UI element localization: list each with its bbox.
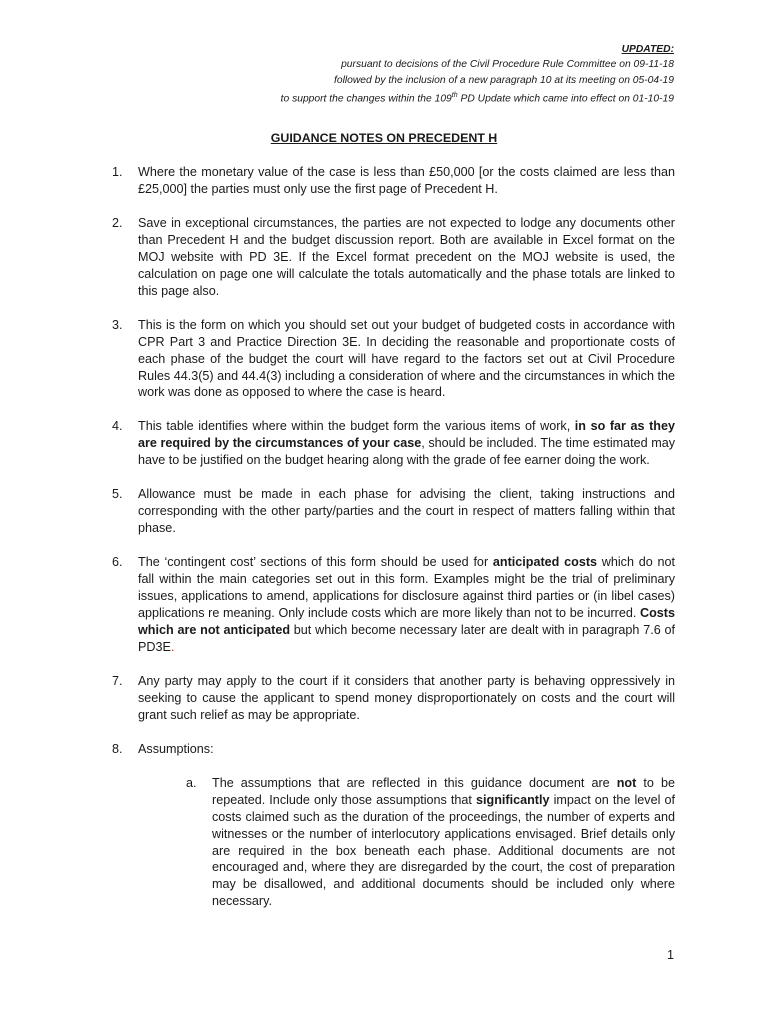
- update-line-1: pursuant to decisions of the Civil Procedure Rule Committee on 09-11-18: [341, 59, 674, 71]
- document-title: GUIDANCE NOTES ON PRECEDENT H: [270, 131, 498, 145]
- sub-item-text: to be repeated. Include only those assumptions that: [212, 775, 675, 807]
- list-item: [112, 418, 675, 469]
- update-line-3-pre: to support the changes within the 109: [280, 93, 452, 105]
- sub-list-item: [186, 775, 675, 911]
- update-line-3-sup: th: [451, 92, 458, 100]
- item-text: which do not fall within the main categories set out in this form. Examples might be the trial of preliminary issues, applications to amend, applications for disclosure against third parties or (in libel cases) applications re meaning. Only include costs which are more likely than not to be incurred.: [138, 555, 675, 621]
- list-item: [112, 317, 675, 402]
- item-text: This is the form on which you should set out your budget of budgeted costs in accordance with CPR Part 3 and Practice Direction 3E. In deciding the reasonable and proportionate costs of each phase of the budget the court will have regard to the factors set out at Civil Procedure Rules 44.3(5) and 44.4(3) including a consideration of where and the circumstances in which the work was done as opposed to where the case is heard.: [138, 317, 675, 400]
- item-text: Allowance must be made in each phase for advising the client, taking instructions and corresponding with the other party/parties and the court in respect of matters falling within that phase.: [138, 487, 675, 536]
- item-number: 4.: [112, 419, 123, 434]
- item-text: Assumptions:: [138, 741, 214, 756]
- item-text: Any party may apply to the court if it considers that another party is behaving oppressively in seeking to cause the applicant to spend money disproportionately on costs and the court will grant such relief as may be appropriate.: [138, 673, 675, 722]
- item-number: 1.: [112, 165, 123, 179]
- update-line-3: [281, 88, 674, 107]
- item-text: Save in exceptional circumstances, the parties are not expected to lodge any documents other than Precedent H and the budget discussion report. Both are available in Excel format on the MOJ website with PD 3E. If the Excel format precedent on the MOJ website is used, the calculation on page one will calculate the totals automatically and the phase totals are linked to this page also.: [138, 215, 675, 298]
- item-text: but which become necessary later are dealt with in paragraph 7.6 of PD3E: [138, 622, 675, 654]
- item-number: 6.: [112, 555, 123, 570]
- list-item: [112, 164, 675, 198]
- item-text: This table identifies where within the budget form the various items of work,: [138, 419, 575, 434]
- sub-item-text: The assumptions that are reflected in this guidance document are: [212, 775, 617, 790]
- item-number: 5.: [112, 487, 123, 502]
- sub-item-letter: a.: [186, 775, 197, 790]
- item-number: 8.: [112, 741, 123, 756]
- item-number: 7.: [112, 673, 123, 688]
- update-notice: [281, 42, 674, 107]
- item-number: 3.: [112, 317, 123, 332]
- item-bold-text: Costs which are not anticipated: [138, 606, 675, 637]
- item-bold-text: in so far as they are required by the circumstances of your case: [138, 419, 675, 451]
- item-text-red: .: [170, 639, 175, 654]
- updated-label: UPDATED:: [621, 44, 674, 55]
- list-item: [112, 486, 675, 537]
- update-line-3-post: PD Update which came into effect on 01-10-19: [457, 93, 674, 105]
- item-bold-text: anticipated costs: [492, 555, 598, 570]
- item-text: The ‘contingent cost’ sections of this form should be used for: [138, 555, 493, 570]
- item-text: Where the monetary value of the case is less than £50,000 [or the costs claimed are less than £25,000] the parties must only use the first page of Precedent H.: [138, 165, 675, 196]
- guidance-list: [112, 164, 675, 910]
- list-item: [112, 554, 675, 656]
- sub-item-text: impact on the level of costs claimed such as the duration of the proceedings, the number of experts and witnesses or the number of interlocutory applications envisaged. Brief details only are required in the box beneath each phase. Additional documents are not encouraged and, where they are disregarded by the court, the cost of preparation may be disallowed, and additional documents should be included only where necessary.: [212, 792, 675, 909]
- update-line-2: followed by the inclusion of a new paragraph 10 at its meeting on 05-04-19: [333, 74, 674, 86]
- item-text: , should be included. The time estimated may have to be justified on the budget hearing along with the grade of fee earner doing the work.: [138, 436, 675, 468]
- item-number: 2.: [112, 215, 123, 230]
- sub-item-bold-text: not: [616, 775, 637, 790]
- list-item: [112, 215, 675, 300]
- sub-item-bold-text: significantly: [476, 792, 550, 807]
- list-item: [112, 673, 675, 724]
- list-item: [112, 741, 675, 911]
- page-number: 1: [666, 948, 674, 962]
